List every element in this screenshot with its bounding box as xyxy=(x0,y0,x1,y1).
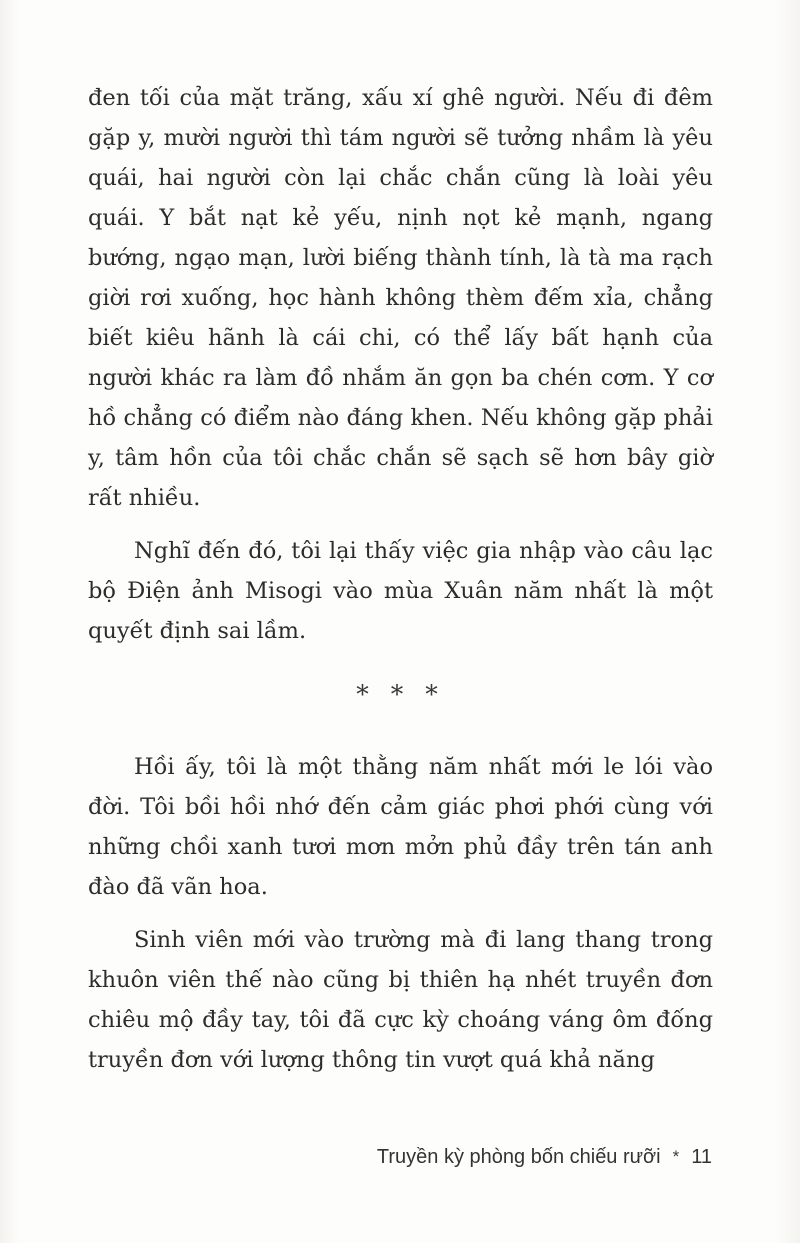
paragraph: Nghĩ đến đó, tôi lại thấy việc gia nhập vào câu lạc bộ Điện ảnh Misogi vào mùa Xuân năm nhất là một quyết định sai lầm. xyxy=(88,538,713,644)
section-separator: * * * xyxy=(356,680,445,709)
page-body xyxy=(88,78,713,1093)
paragraph: Sinh viên mới vào trường mà đi lang thang trong khuôn viên thế nào cũng bị thiên hạ nhét truyền đơn chiêu mộ đầy tay, tôi đã cực kỳ choáng váng ôm đống truyền đơn với lượng thông tin vượt quá khả năng xyxy=(88,927,713,1073)
paragraph: Hồi ấy, tôi là một thằng năm nhất mới le lói vào đời. Tôi bồi hồi nhớ đến cảm giác phơi phới cùng với những chồi xanh tươi mơn mởn phủ đầy trên tán anh đào đã vãn hoa. xyxy=(88,754,713,900)
running-title: Truyền kỳ phòng bốn chiếu rưỡi xyxy=(376,1146,661,1168)
asterisk-icon: * xyxy=(672,1147,680,1166)
page-number: 11 xyxy=(691,1146,712,1168)
page-footer xyxy=(377,1146,712,1169)
paragraph: đen tối của mặt trăng, xấu xí ghê người. Nếu đi đêm gặp y, mười người thì tám người sẽ tưởng nhầm là yêu quái, hai người còn lại chắc chắn cũng là loài yêu quái. Y bắt nạt kẻ yếu, nịnh nọt kẻ mạnh, ngang bướng, ngạo mạn, lười biếng thành tính, là tà ma rạch giời rơi xuống, học hành không thèm đếm xỉa, chẳng biết kiêu hãnh là cái chi, có thể lấy bất hạnh của người khác ra làm đồ nhắm ăn gọn ba chén cơm. Y cơ hồ chẳng có điểm nào đáng khen. Nếu không gặp phải y, tâm hồn của tôi chắc chắn sẽ sạch sẽ hơn bây giờ rất nhiều. xyxy=(88,85,713,511)
